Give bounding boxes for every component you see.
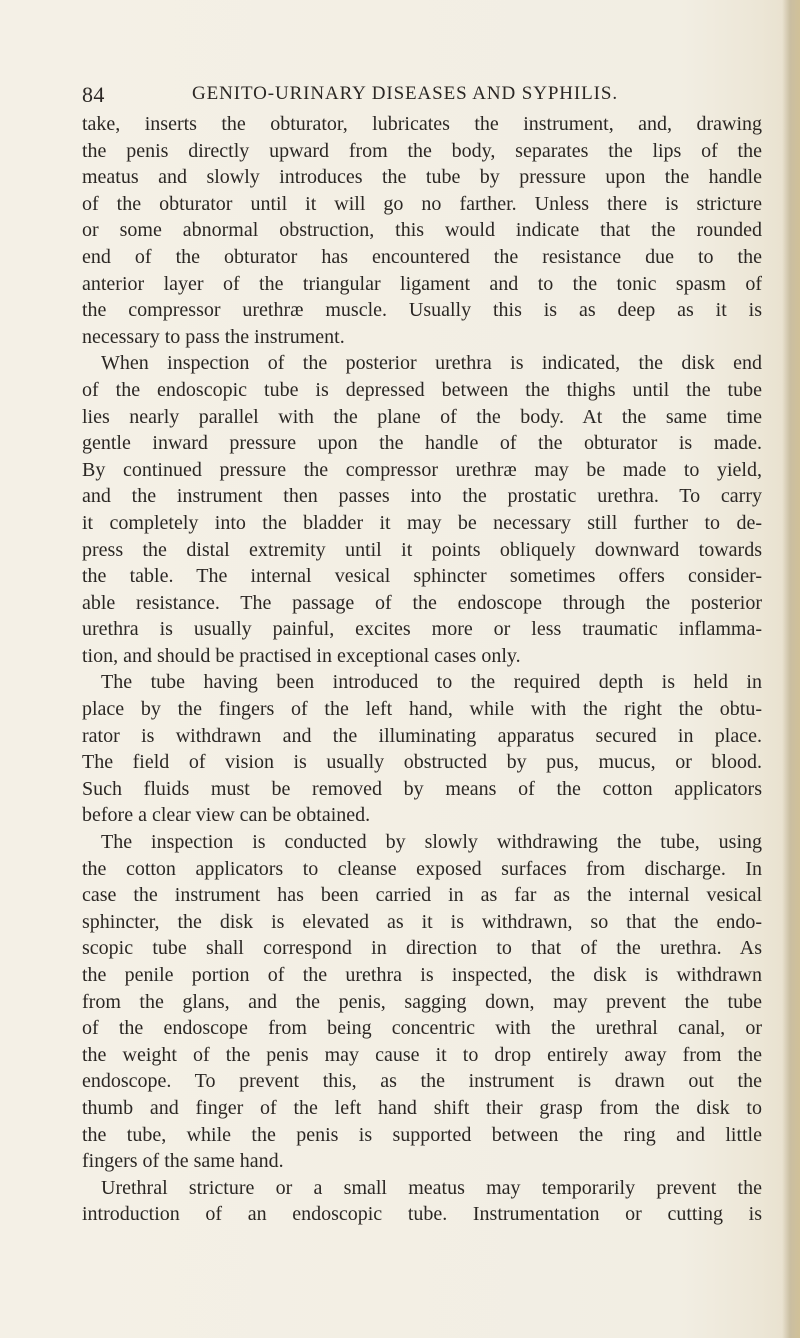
text-line: urethra is usually painful, excites more or less traumatic inflamma- — [82, 618, 762, 641]
text-line: or some abnormal obstruction, this would indicate that the rounded — [82, 219, 762, 242]
text-line: the tube, while the penis is supported between the ring and little — [82, 1123, 762, 1146]
text-line: end of the obturator has encountered the resistance due to the — [82, 245, 762, 268]
text-line: press the distal extremity until it points obliquely downward towards — [82, 538, 762, 561]
text-line: the compressor urethræ muscle. Usually this is as deep as it is — [82, 299, 762, 322]
text-line: the penis directly upward from the body, separates the lips of the — [82, 139, 762, 162]
text-line: When inspection of the posterior urethra is indicated, the disk end — [101, 352, 762, 375]
text-line: the weight of the penis may cause it to drop entirely away from the — [82, 1043, 762, 1066]
text-line: The tube having been introduced to the required depth is held in — [101, 671, 762, 694]
text-line: The inspection is conducted by slowly withdrawing the tube, using — [101, 831, 762, 854]
text-line: tion, and should be practised in exceptional cases only. — [82, 644, 521, 667]
text-line: of the endoscopic tube is depressed between the thighs until the tube — [82, 378, 762, 401]
text-line: take, inserts the obturator, lubricates the instrument, and, drawing — [82, 113, 762, 135]
text-line: introduction of an endoscopic tube. Instrumentation or cutting is — [82, 1203, 762, 1226]
text-line: By continued pressure the compressor urethræ may be made to yield, — [82, 458, 762, 481]
text-line: scopic tube shall correspond in direction to that of the urethra. As — [82, 937, 762, 960]
text-line: lies nearly parallel with the plane of the body. At the same time — [82, 405, 762, 428]
running-head — [82, 80, 762, 112]
text-line: of the obturator until it will go no farther. Unless there is stricture — [82, 192, 762, 215]
text-line: thumb and finger of the left hand shift their grasp from the disk to — [82, 1096, 762, 1119]
text-line: place by the fingers of the left hand, while with the right the obtu- — [82, 698, 762, 721]
text-line: of the endoscope from being concentric with the urethral canal, or — [82, 1017, 762, 1040]
text-line: the cotton applicators to cleanse exposed surfaces from discharge. In — [82, 857, 762, 880]
text-line: gentle inward pressure upon the handle of the obturator is made. — [82, 432, 762, 455]
text-line: endoscope. To prevent this, as the instrument is drawn out the — [82, 1070, 762, 1093]
running-title: GENITO-URINARY DISEASES AND SYPHILIS. — [192, 83, 618, 104]
text-line: meatus and slowly introduces the tube by pressure upon the handle — [82, 166, 762, 189]
text-line: and the instrument then passes into the prostatic urethra. To carry — [82, 485, 762, 508]
text-line: from the glans, and the penis, sagging down, may prevent the tube — [82, 990, 762, 1013]
text-line: case the instrument has been carried in as far as the internal vesical — [82, 884, 762, 907]
text-line: anterior layer of the triangular ligament and to the tonic spasm of — [82, 272, 762, 295]
text-line: it completely into the bladder it may be necessary still further to de- — [82, 511, 762, 534]
text-line: Urethral stricture or a small meatus may temporarily prevent the — [101, 1176, 762, 1199]
text-line: fingers of the same hand. — [82, 1150, 284, 1173]
page-number: 84 — [82, 82, 105, 107]
text-line: Such fluids must be removed by means of the cotton applicators — [82, 777, 762, 800]
text-line: sphincter, the disk is elevated as it is withdrawn, so that the endo- — [82, 910, 762, 933]
page-edge-shadow — [782, 0, 800, 1338]
text-line: before a clear view can be obtained. — [82, 804, 371, 827]
text-line: the table. The internal vesical sphincter sometimes offers consider- — [82, 565, 762, 588]
body-text — [82, 111, 762, 1228]
text-line: able resistance. The passage of the endoscope through the posterior — [82, 591, 762, 614]
text-line: necessary to pass the instrument. — [82, 325, 345, 348]
text-line: The field of vision is usually obstructed by pus, mucus, or blood. — [82, 751, 762, 774]
text-line: the penile portion of the urethra is inspected, the disk is withdrawn — [82, 964, 762, 986]
text-line: rator is withdrawn and the illuminating apparatus secured in place. — [82, 724, 762, 747]
